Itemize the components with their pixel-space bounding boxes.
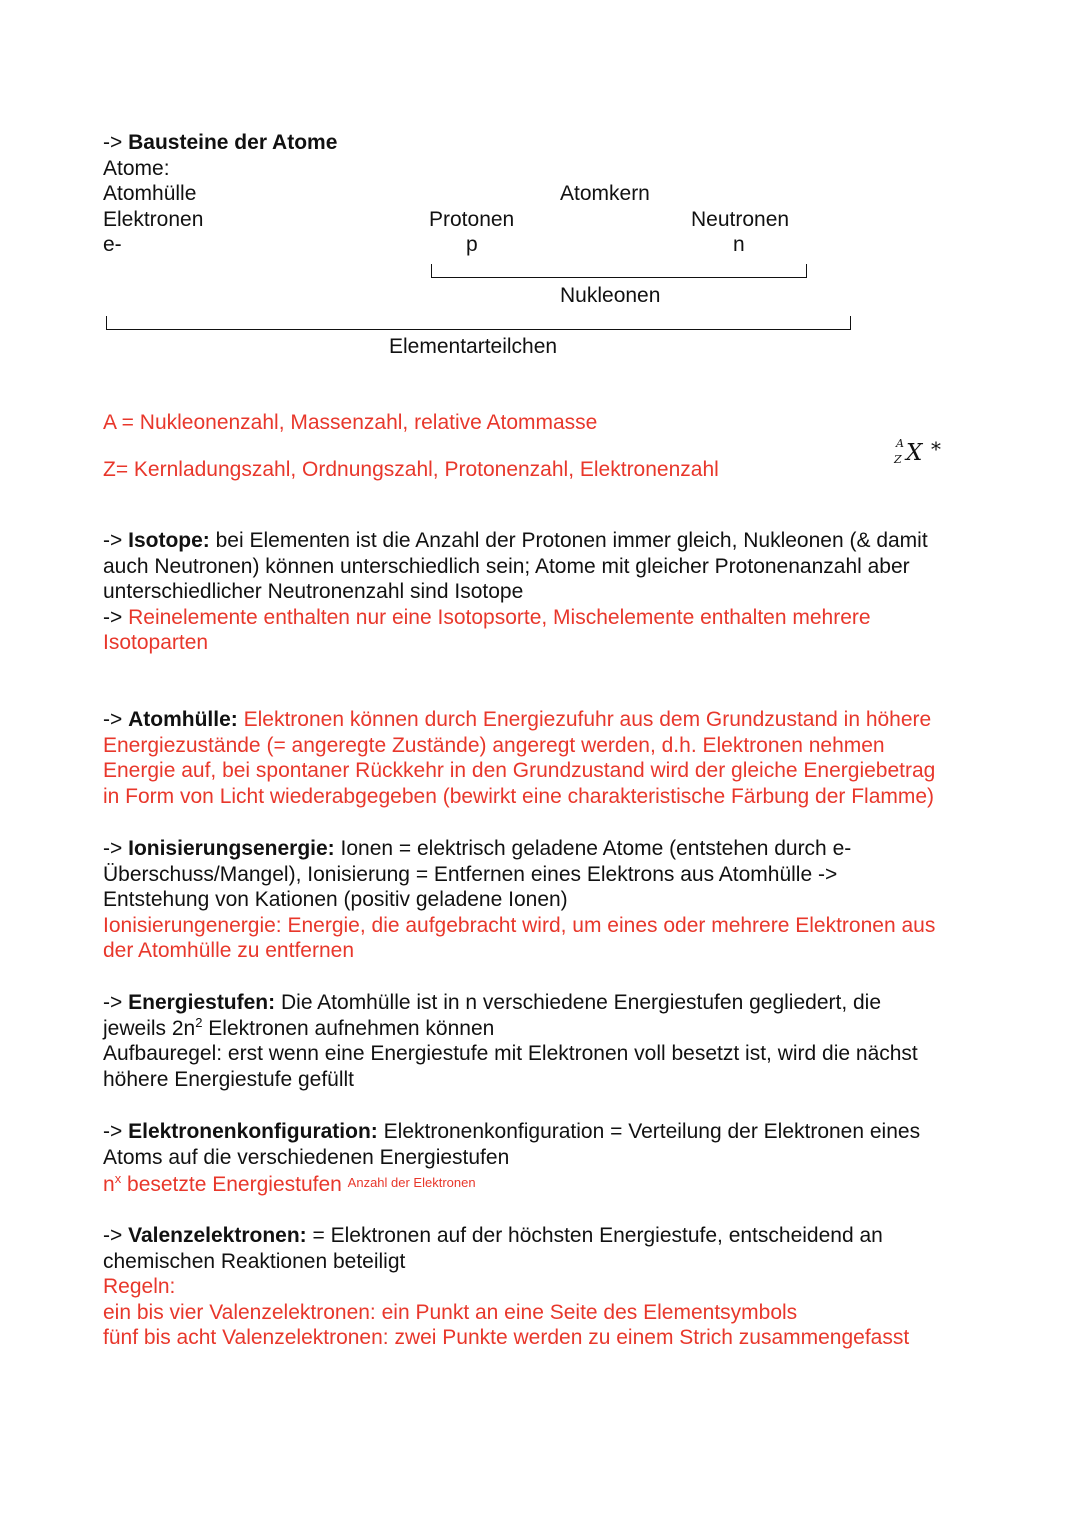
arrow: -> <box>103 837 123 860</box>
arrow: -> <box>103 1120 123 1143</box>
isotope-notation <box>890 438 960 478</box>
section-energiestufen <box>103 990 983 1092</box>
bracket-tick-right <box>850 316 851 330</box>
section-atomhuelle <box>103 707 983 809</box>
energiestufen-text: Aufbauregel: erst wenn eine Energiestufe mit Elektronen voll besetzt ist, wird die nächst <box>103 1042 918 1065</box>
valenz-text: chemischen Reaktionen beteiligt <box>103 1249 406 1273</box>
bracket-tick-left <box>431 264 432 278</box>
superscript: x <box>114 1171 122 1186</box>
elementarteilchen-bracket <box>106 329 851 330</box>
konfiguration-text: Atoms auf die verschiedenen Energiestufen <box>103 1145 510 1169</box>
excited-star: * <box>931 437 941 461</box>
konfiguration-text: Elektronenkonfiguration = Verteilung der Elektronen eines <box>383 1120 921 1143</box>
arrow: -> <box>103 131 123 154</box>
term-energiestufen: Energiestufen: <box>128 991 276 1014</box>
bracket-tick-left <box>106 316 107 330</box>
ionisierung-note: der Atomhülle zu entfernen <box>103 939 354 962</box>
symbol-neutron: n <box>733 233 745 256</box>
heading-title: Bausteine der Atome <box>128 131 338 154</box>
term-isotope: Isotope: <box>128 529 210 552</box>
arrow: -> <box>103 605 123 629</box>
section-isotope <box>103 528 983 656</box>
label-nukleonen: Nukleonen <box>560 284 661 307</box>
element-symbol: X <box>906 440 923 466</box>
label-atome: Atome: <box>103 157 170 180</box>
definition-z: Z= Kernladungszahl, Ordnungszahl, Protonenzahl, Elektronenzahl <box>103 458 719 481</box>
term-konfiguration: Elektronenkonfiguration: <box>128 1120 378 1143</box>
bracket-tick-right <box>806 264 807 278</box>
valenz-note: ein bis vier Valenzelektronen: ein Punkt an eine Seite des Elementsymbols <box>103 1300 798 1324</box>
atomhuelle-note: Energie auf, bei spontaner Rückkehr in den Grundzustand wird der gleiche Energiebetrag <box>103 759 936 782</box>
isotope-note: Reinelemente enthalten nur eine Isotopsorte, Mischelemente enthalten mehrere <box>128 605 871 629</box>
section-ionisierung <box>103 836 983 964</box>
atomhuelle-note: in Form von Licht wiederabgegeben (bewirkt eine charakteristische Färbung der Flamme) <box>103 784 935 808</box>
term-valenz: Valenzelektronen: <box>128 1224 307 1247</box>
arrow: -> <box>103 529 123 552</box>
isotope-note: Isotoparten <box>103 631 209 654</box>
label-elektronen: Elektronen <box>103 208 204 231</box>
label-elementarteilchen: Elementarteilchen <box>389 335 558 358</box>
arrow: -> <box>103 708 123 731</box>
isotope-text: bei Elementen ist die Anzahl der Protonen immer gleich, Nukleonen (& damit <box>215 529 928 552</box>
valenz-note: fünf bis acht Valenzelektronen: zwei Punkte werden zu einem Strich zusammengefasst <box>103 1326 910 1349</box>
konfiguration-note: n <box>103 1173 115 1196</box>
ionisierung-text: Überschuss/Mangel), Ionisierung = Entfernen eines Elektrons aus Atomhülle -> <box>103 862 838 886</box>
arrow: -> <box>103 1224 123 1247</box>
label-protonen: Protonen <box>429 208 515 231</box>
section-valenz <box>103 1223 983 1351</box>
section-konfiguration <box>103 1119 983 1198</box>
ionisierung-text: Ionen = elektrisch geladene Atome (entstehen durch e- <box>340 837 852 860</box>
konfiguration-note: besetzte Energiestufen <box>121 1173 348 1196</box>
label-atomhuelle: Atomhülle <box>103 182 197 205</box>
symbol-proton: p <box>466 233 478 256</box>
energiestufen-text: Die Atomhülle ist in n verschiedene Energiestufen gegliedert, die <box>280 991 882 1014</box>
ionisierung-text: Entstehung von Kationen (positiv geladene Ionen) <box>103 888 568 911</box>
energiestufen-text: höhere Energiestufe gefüllt <box>103 1067 355 1091</box>
mass-number-symbol: A <box>896 437 904 450</box>
symbol-electron: e- <box>103 233 122 256</box>
section-heading <box>103 130 337 156</box>
atomhuelle-note: Elektronen können durch Energiezufuhr aus dem Grundzustand in höhere <box>243 708 932 731</box>
label-neutronen: Neutronen <box>691 208 790 231</box>
ionisierung-note: Ionisierungenergie: Energie, die aufgebracht wird, um eines oder mehrere Elektronen aus <box>103 913 936 937</box>
atomic-number-symbol: Z <box>894 453 902 466</box>
arrow: -> <box>103 991 123 1014</box>
konfiguration-subnote: Anzahl der Elektronen <box>347 1175 476 1190</box>
definition-a: A = Nukleonenzahl, Massenzahl, relative Atommasse <box>103 411 598 434</box>
energiestufen-text: jeweils 2n <box>103 1016 196 1040</box>
energiestufen-text: Elektronen aufnehmen können <box>202 1016 495 1040</box>
superscript: 2 <box>195 1014 203 1030</box>
term-ionisierung: Ionisierungsenergie: <box>128 837 335 860</box>
nukleonen-bracket <box>431 277 807 278</box>
valenz-note: Regeln: <box>103 1275 176 1298</box>
term-atomhuelle: Atomhülle: <box>128 708 238 731</box>
isotope-text: unterschiedlicher Neutronenzahl sind Isotope <box>103 580 524 603</box>
label-atomkern: Atomkern <box>560 182 650 205</box>
valenz-text: = Elektronen auf der höchsten Energiestufe, entscheidend an <box>312 1224 883 1247</box>
isotope-text: auch Neutronen) können unterschiedlich sein; Atome mit gleicher Protonenanzahl aber <box>103 554 910 578</box>
atomhuelle-note: Energiezustände (= angeregte Zustände) angeregt werden, d.h. Elektronen nehmen <box>103 733 885 757</box>
